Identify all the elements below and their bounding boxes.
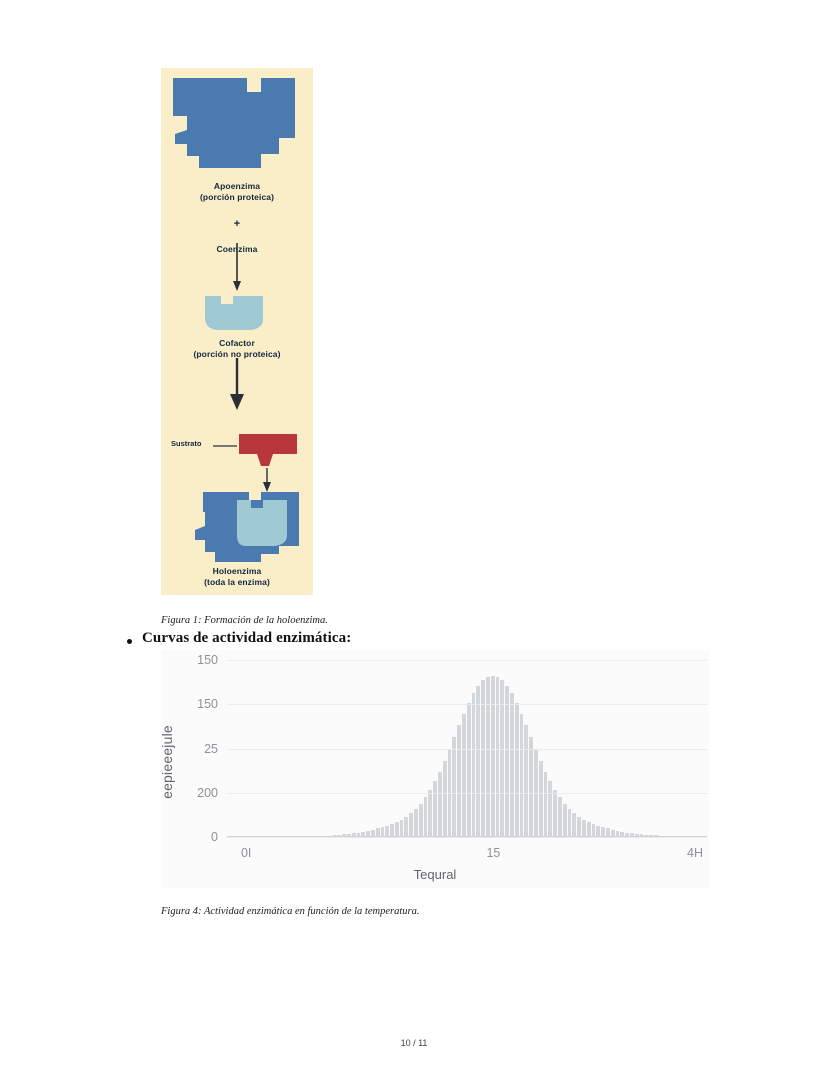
figure-1-caption: Figura 1: Formación de la holoenzima.	[161, 615, 328, 626]
chart-y-tick-label: 200	[197, 785, 218, 800]
holoenzyme-label	[161, 566, 313, 588]
coenzyme-label: Coenzima	[216, 244, 258, 254]
substrate-shape	[239, 434, 297, 466]
apoenzyme-label-line1: Apoenzima	[213, 181, 261, 191]
chart-y-axis-title: eepieeejule	[159, 725, 175, 799]
figure-4-caption: Figura 4: Actividad enzimática en función de la temperatura.	[161, 906, 420, 917]
chart-y-tick-label: 0	[211, 830, 218, 844]
coenzyme-shape	[205, 296, 263, 330]
bullet-point-icon	[127, 639, 132, 644]
chart-gridline	[227, 660, 707, 661]
chart-x-tick-label: 15	[486, 846, 501, 860]
apoenzyme-shape	[173, 78, 295, 168]
substrate-label: Sustrato	[171, 439, 202, 448]
chart-y-tick-label: 25	[204, 741, 218, 756]
chart-y-tick-label: 150	[197, 697, 218, 712]
chart-gridline	[227, 837, 707, 838]
chart-x-tick-label: 0I	[240, 846, 252, 860]
cofactor-label	[161, 338, 313, 360]
arrowhead-3	[263, 482, 271, 492]
figure-4-chart	[161, 650, 709, 888]
chart-gridline	[227, 749, 707, 750]
chart-x-axis-title: Tequral	[413, 867, 457, 882]
arrowhead-1	[233, 281, 241, 291]
chart-gridline	[227, 793, 707, 794]
chart-y-tick-label: 150	[197, 653, 218, 667]
cofactor-label-line2: (porción no proteica)	[193, 349, 281, 359]
chart-canvas	[161, 650, 709, 888]
plus-sign-label: +	[233, 218, 241, 230]
bullet-list-item	[127, 630, 727, 647]
figure-1-enzyme-diagram	[161, 68, 313, 595]
arrowhead-2	[230, 394, 244, 410]
chart-plot-area	[197, 653, 707, 860]
cofactor-label-line1: Cofactor	[219, 338, 255, 348]
holoenzyme-label-line2: (toda la enzima)	[204, 577, 270, 587]
enzyme-diagram-graphic	[161, 68, 313, 595]
bullet-item-label: Curvas de actividad enzimática:	[142, 630, 352, 646]
apoenzyme-label	[161, 181, 313, 203]
holoenzyme-label-line1: Holoenzima	[212, 566, 262, 576]
chart-gridline	[227, 704, 707, 705]
page-indicator: 10 / 11	[400, 1038, 428, 1048]
chart-x-tick-label: 4H	[687, 846, 703, 860]
apoenzyme-label-line2: (porción proteica)	[199, 192, 275, 202]
